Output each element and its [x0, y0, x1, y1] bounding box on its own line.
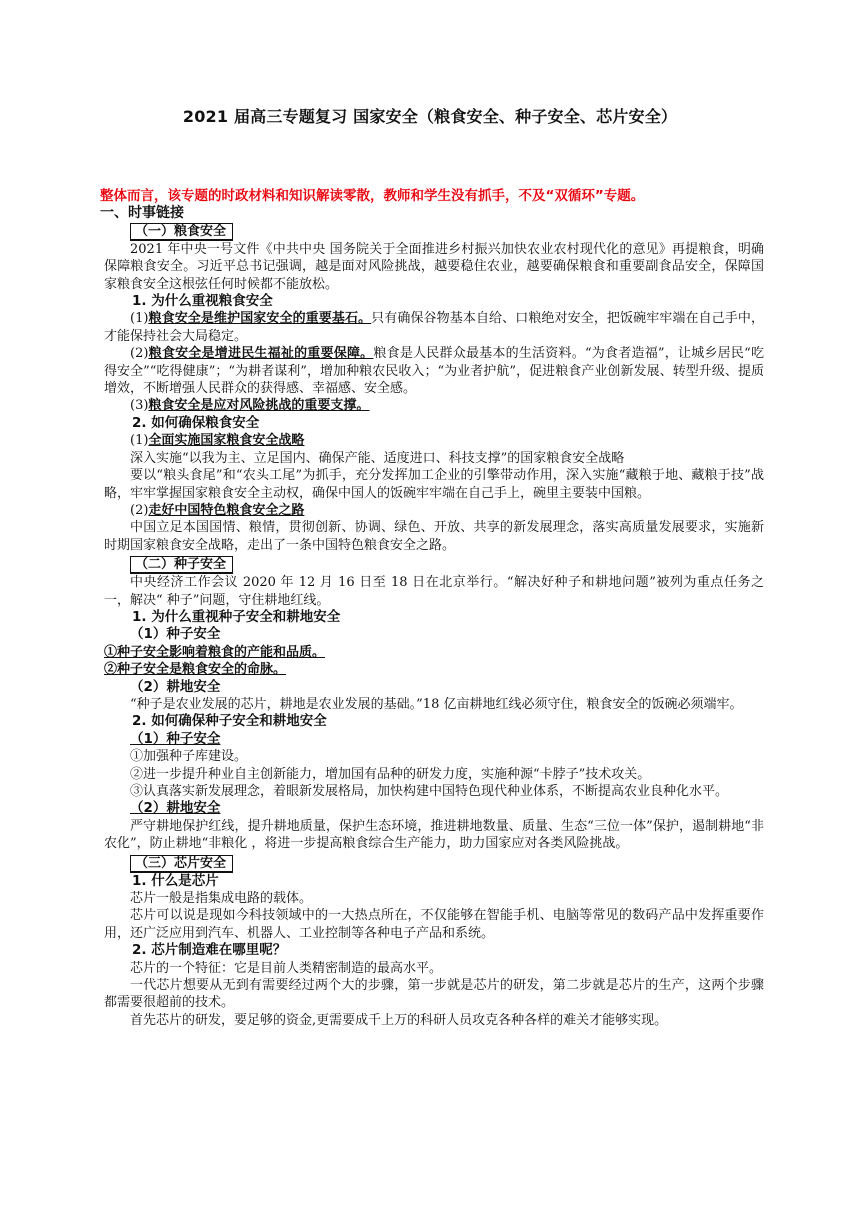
section-heading-news: 一、时事链接	[100, 205, 184, 222]
subheading: （2）耕地安全	[130, 800, 221, 817]
subheading: 1. 为什么重视种子安全和耕地安全	[132, 608, 341, 625]
document-body	[100, 188, 764, 1029]
subheading: 1. 什么是芯片	[132, 872, 219, 889]
list-item: ②进一步提升种业自主创新能力，增加国有品种的研发力度，实施种源“卡脖子”技术攻关。	[130, 766, 651, 782]
measure-item: (2)走好中国特色粮食安全之路	[130, 502, 305, 518]
paragraph: 芯片一般是指集成电路的载体。	[130, 891, 313, 907]
paragraph: 2021 年中央一号文件《中共中央 国务院关于全面推进乡村振兴加快农业农村现代化的意见》再提粮食，明确保障粮食安全。习近平总书记强调，越是面对风险挑战，越要稳住农业，越要确保粮食和重要副食品安全，保障国家粮食安全这根弦任何时候都不能放松。	[104, 241, 764, 292]
paragraph: 深入实施“以我为主、立足国内、确保产能、适度进口、科技支撑”的国家粮食安全战略	[130, 450, 625, 466]
subheading: 1. 为什么重视粮食安全	[132, 293, 273, 310]
reason-item: (2)粮食安全是增进民生福祉的重要保障。粮食是人民群众最基本的生活资料。“为食者造福”，让城乡居民“吃得安全”“吃得健康”；“为耕者谋利”，增加种粮农民收入；“为业者护航”，促进粮食产业创新发展、转型升级、提质增效，不断增强人民群众的获得感、幸福感、安全感。	[104, 346, 764, 397]
subheading: （1）种子安全	[130, 626, 221, 643]
subheading: （1）种子安全	[130, 730, 221, 747]
document-title: 2021 届高三专题复习 国家安全（粮食安全、种子安全、芯片安全）	[182, 107, 678, 126]
paragraph: 芯片的一个特征：它是目前人类精密制造的最高水平。	[130, 960, 443, 976]
subheading: 2. 如何确保粮食安全	[132, 414, 260, 431]
measure-item: (1)全面实施国家粮食安全战略	[130, 433, 305, 449]
point-item: ①种子安全影响着粮食的产能和品质。	[104, 644, 326, 660]
paragraph: 中国立足本国国情、粮情，贯彻创新、协调、绿色、开放、共享的新发展理念，落实高质量发展要求，实施新时期国家粮食安全战略，走出了一条中国特色粮食安全之路。	[104, 520, 764, 553]
editor-note: 整体而言，该专题的时政材料和知识解读零散，教师和学生没有抓手，不及“双循环”专题。	[100, 188, 645, 204]
boxed-heading-chip: （三）芯片安全	[130, 855, 233, 873]
list-item: ③认真落实新发展理念，着眼新发展格局，加快构建中国特色现代种业体系，不断提高农业良种化水平。	[130, 784, 729, 799]
paragraph: 严守耕地保护红线，提升耕地质量，保护生态环境，推进耕地数量、质量、生态“三位一体”保护，遏制耕地“非农化”，防止耕地“非粮化 ，将进一步提高粮食综合生产能力，助力国家应对各类风险挑战。	[104, 818, 764, 852]
point-item: ②种子安全是粮食安全的命脉。	[104, 662, 287, 678]
paragraph: 一代芯片想要从无到有需要经过两个大的步骤，第一步就是芯片的研发，第二步就是芯片的生产，这两个步骤都需要很超前的技术。	[104, 978, 764, 1011]
paragraph: “种子是农业发展的芯片，耕地是农业发展的基础。”18 亿亩耕地红线必须守住，粮食安全的饭碗必须端牢。	[130, 696, 743, 712]
reason-item: (3)粮食安全是应对风险挑战的重要支撑。	[130, 398, 370, 414]
boxed-heading-food: （一）粮食安全	[130, 223, 233, 241]
list-item: ①加强种子库建设。	[130, 749, 248, 765]
subheading: 2. 如何确保种子安全和耕地安全	[132, 713, 327, 730]
boxed-heading-seed: （二）种子安全	[130, 556, 233, 574]
paragraph: 首先芯片的研发，要足够的资金,更需要成千上万的科研人员攻克各种各样的难关才能够实现。	[130, 1012, 668, 1028]
paragraph: 要以“粮头食尾”和“农头工尾”为抓手，充分发挥加工企业的引擎带动作用，深入实施“藏粮于地、藏粮于技”战略，牢牢掌握国家粮食安全主动权，确保中国人的饭碗牢牢端在自己手上，碗里主要装中国粮。	[104, 468, 764, 501]
paragraph: 芯片可以说是现如今科技领域中的一大热点所在，不仅能够在智能手机、电脑等常见的数码产品中发挥重要作用，还广泛应用到汽车、机器人、工业控制等各种电子产品和系统。	[104, 908, 764, 941]
subheading: （2）耕地安全	[130, 678, 221, 695]
subheading: 2. 芯片制造难在哪里呢？	[132, 942, 287, 959]
paragraph: 中央经济工作会议 2020 年 12 月 16 日至 18 日在北京举行。“解决好种子和耕地问题”被列为重点任务之一，解决“ 种子”问题，守住耕地红线。	[104, 575, 764, 608]
reason-item: (1)粮食安全是维护国家安全的重要基石。只有确保谷物基本自给、口粮绝对安全，把饭碗牢牢端在自己手中，才能保持社会大局稳定。	[104, 311, 764, 344]
